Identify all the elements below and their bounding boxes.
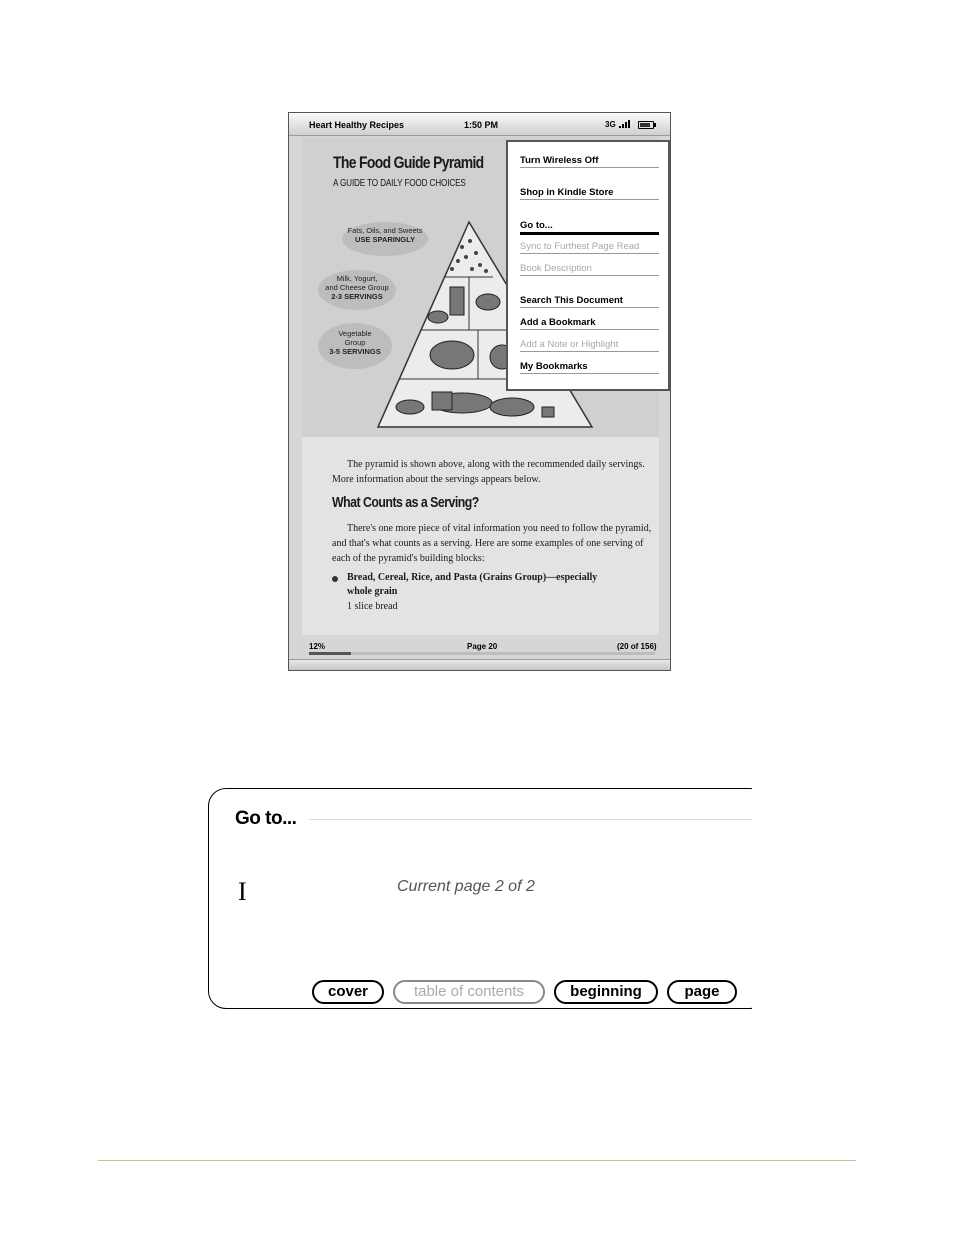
- table-of-contents-button: table of contents: [393, 980, 545, 1004]
- bubble-label: Vegetable: [338, 329, 372, 338]
- menu-item-my-bookmarks[interactable]: My Bookmarks: [520, 361, 659, 374]
- signal-bars-icon: [619, 120, 633, 128]
- bubble-label: Milk, Yogurt,: [336, 274, 378, 283]
- kindle-screenshot: [288, 112, 671, 671]
- bubble-label: Fats, Oils, and Sweets: [347, 226, 423, 235]
- bullet-subtext: 1 slice bread: [347, 601, 398, 612]
- dialog-title: Go to...: [235, 808, 297, 829]
- page-number: Page 20: [467, 642, 498, 651]
- text-cursor-icon[interactable]: I: [238, 877, 247, 906]
- battery-fill: [640, 123, 650, 127]
- bullet-icon: [332, 576, 338, 582]
- bubble-servings: 2-3 SERVINGS: [331, 292, 383, 301]
- menu-item-search-document[interactable]: Search This Document: [520, 295, 659, 308]
- bubble-vegetable: [318, 323, 392, 369]
- menu-item-add-note-highlight: Add a Note or Highlight: [520, 339, 659, 352]
- bottom-bezel: [289, 659, 670, 671]
- clock: 1:50 PM: [464, 120, 499, 130]
- page-button[interactable]: page: [667, 980, 737, 1004]
- bubble-servings: USE SPARINGLY: [354, 235, 415, 244]
- current-page-hint: Current page 2 of 2: [397, 878, 535, 895]
- menu-item-go-to[interactable]: Go to...: [520, 220, 659, 235]
- bubble-servings: 3-5 SERVINGS: [329, 347, 381, 356]
- cover-button[interactable]: cover: [312, 980, 384, 1004]
- title-divider: [309, 819, 769, 820]
- menu-item-add-bookmark[interactable]: Add a Bookmark: [520, 317, 659, 330]
- menu-item-shop-kindle-store[interactable]: Shop in Kindle Store: [520, 187, 659, 200]
- battery-icon: [638, 121, 654, 129]
- bubble-label-2: Group: [344, 338, 366, 347]
- paragraph-1: The pyramid is shown above, along with the recommended daily servings. More information about the servings appears below.: [332, 459, 645, 485]
- bubble-label-2: and Cheese Group: [325, 283, 389, 292]
- bullet-text: Bread, Cereal, Rice, and Pasta (Grains Group)—especially whole grain: [347, 572, 598, 597]
- progress-fill: [309, 652, 351, 655]
- menu-item-turn-wireless-off[interactable]: Turn Wireless Off: [520, 155, 659, 168]
- menu-item-book-description: Book Description: [520, 263, 659, 276]
- status-bar: [289, 113, 670, 136]
- bubble-fats: [342, 222, 428, 256]
- page-footer-rule: [98, 1160, 856, 1161]
- network-indicator: 3G: [605, 120, 616, 129]
- figure-subtitle: A GUIDE TO DAILY FOOD CHOICES: [333, 178, 466, 189]
- menu-item-sync-furthest-page: Sync to Furthest Page Read: [520, 241, 659, 254]
- goto-dialog: [208, 788, 768, 1009]
- progress-bar: [309, 652, 655, 655]
- bubble-milk: [318, 270, 396, 310]
- beginning-button[interactable]: beginning: [554, 980, 658, 1004]
- reading-percent: 12%: [309, 642, 326, 651]
- section-heading: What Counts as a Serving?: [332, 495, 479, 511]
- dialog-crop-edge: [752, 780, 782, 1020]
- kindle-menu: [506, 140, 670, 391]
- location-indicator: (20 of 156): [617, 642, 657, 651]
- book-title: Heart Healthy Recipes: [309, 120, 405, 130]
- figure-title: The Food Guide Pyramid: [333, 153, 484, 172]
- paragraph-2: There's one more piece of vital information you need to follow the pyramid, and that's what counts as a serving. Here are some examples of one serving of each of the pyramid's building blocks:: [332, 523, 652, 564]
